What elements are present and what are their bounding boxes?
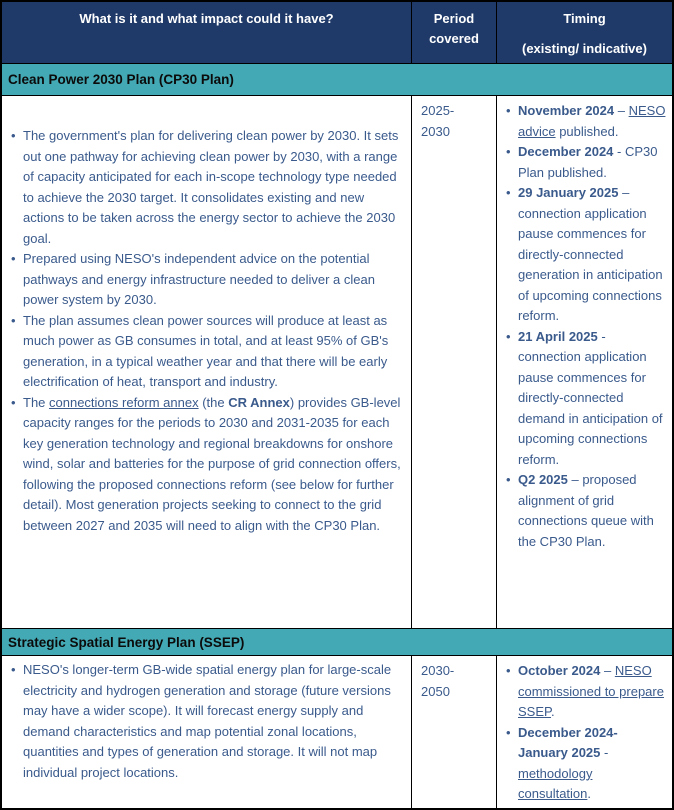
text-segment: October 2024 bbox=[518, 663, 601, 678]
bullet-item bbox=[505, 183, 666, 327]
ssep-period-cell bbox=[412, 656, 497, 808]
text-segment: (the bbox=[198, 394, 229, 410]
text-link[interactable]: connections reform annex bbox=[49, 394, 199, 410]
text-segment: – connection application pause commences for directly-connected generation in anticipation of upcoming connections reform. bbox=[518, 185, 663, 323]
cp30-timing-list bbox=[505, 101, 666, 552]
text-segment: published. bbox=[555, 123, 619, 139]
bullet-item bbox=[10, 393, 401, 537]
bullet-item bbox=[505, 470, 666, 552]
header-col-timing-label: Timing bbox=[563, 11, 606, 26]
text-segment: - bbox=[600, 745, 609, 760]
text-link[interactable]: methodology consultation bbox=[518, 765, 593, 801]
ssep-description-cell bbox=[2, 656, 412, 808]
table-header-row bbox=[2, 2, 672, 64]
bullet-item bbox=[10, 660, 401, 783]
cp30-description-cell bbox=[2, 96, 412, 628]
text-segment: November 2024 bbox=[518, 103, 615, 118]
text-link[interactable]: NESO advice bbox=[518, 103, 666, 139]
table-row-cp30 bbox=[2, 96, 672, 629]
header-col-period bbox=[412, 2, 497, 63]
cp30-timing-cell bbox=[497, 96, 672, 628]
text-segment: December 2024- January 2025 bbox=[518, 724, 618, 760]
text-segment: Prepared using NESO's independent advice on the potential pathways and energy infrastructure needed to deliver a clean power system by 2030. bbox=[23, 251, 375, 307]
text-segment: 29 January 2025 bbox=[518, 185, 619, 200]
cp30-description-list bbox=[10, 126, 401, 536]
bullet-item bbox=[505, 142, 666, 183]
bullet-item bbox=[505, 327, 666, 471]
text-link[interactable]: NESO commissioned to prepare SSEP bbox=[518, 663, 664, 719]
bullet-item bbox=[505, 723, 666, 805]
text-segment: Q2 2025 bbox=[518, 472, 568, 487]
section-header-cp30-title: Clean Power 2030 Plan (CP30 Plan) bbox=[8, 72, 234, 87]
text-segment: – proposed alignment of grid connections queue with the CP30 Plan. bbox=[518, 472, 654, 549]
section-header-ssep bbox=[2, 629, 672, 656]
text-segment: – bbox=[600, 663, 615, 678]
bullet-item bbox=[505, 661, 666, 723]
text-segment: December 2024 bbox=[518, 144, 614, 159]
ssep-period-value: 2030-2050 bbox=[421, 663, 455, 699]
text-segment: - CP30 Plan published. bbox=[518, 144, 658, 180]
text-segment: NESO's longer-term GB-wide spatial energy plan for large-scale electricity and hydrogen generation and storage (future versions may have a wider scope). It will forecast energy supply and demand characteristics and map potential zonal locations, quantities and types of generation and storage. It will not map individual project locations. bbox=[23, 662, 392, 780]
text-segment: The government's plan for delivering clean power by 2030. It sets out one pathway for achieving clean power by 2030, with a range of capacity anticipated for each in-scope technology type needed to achieve the 2030 target. It consolidates existing and new actions to be taken across the energy sector to achieve the 2030 goal. bbox=[23, 128, 399, 246]
table-row-ssep bbox=[2, 656, 672, 808]
cp30-period-value: 2025-2030 bbox=[421, 103, 455, 139]
text-segment: . bbox=[551, 704, 555, 719]
header-col-timing bbox=[497, 2, 672, 63]
cp30-period-cell bbox=[412, 96, 497, 628]
text-segment: The bbox=[23, 394, 50, 410]
text-segment: - connection application pause commences for directly-connected demand in anticipation of upcoming connections reform. bbox=[518, 328, 663, 467]
header-col-period-label: Period covered bbox=[429, 11, 479, 47]
header-col-what-label: What is it and what impact could it have? bbox=[79, 11, 334, 26]
ssep-timing-list bbox=[505, 661, 666, 805]
bullet-item bbox=[10, 249, 401, 311]
bullet-item bbox=[505, 101, 666, 142]
text-segment: – bbox=[614, 103, 629, 118]
header-col-timing-sublabel: (existing/ indicative) bbox=[522, 41, 647, 57]
text-segment: The plan assumes clean power sources will produce at least as much power as GB consumes in total, and at least 95% of GB's generation, in a typical weather year and that there will be early electrification of heat, transport and industry. bbox=[23, 312, 389, 389]
section-header-cp30 bbox=[2, 64, 672, 96]
text-segment: ) provides GB-level capacity ranges for the periods to 2030 and 2031-2035 for each key generation technology and regional breakdowns for onshore wind, solar and batteries for the purpose of grid connection offers, following the proposed connections reform (see below for further detail). Most generation projects seeking to connect to the grid between 2027 and 2035 will need to align with the CP30 Plan. bbox=[23, 394, 401, 533]
section-header-ssep-title: Strategic Spatial Energy Plan (SSEP) bbox=[8, 634, 245, 650]
text-segment: . bbox=[587, 786, 592, 801]
text-segment: 21 April 2025 bbox=[518, 328, 598, 344]
text-segment: CR Annex bbox=[228, 394, 290, 410]
bullet-item bbox=[10, 126, 401, 249]
ssep-description-list bbox=[10, 660, 401, 783]
header-col-what bbox=[2, 2, 412, 63]
ssep-timing-cell bbox=[497, 656, 672, 808]
bullet-item bbox=[10, 311, 401, 393]
